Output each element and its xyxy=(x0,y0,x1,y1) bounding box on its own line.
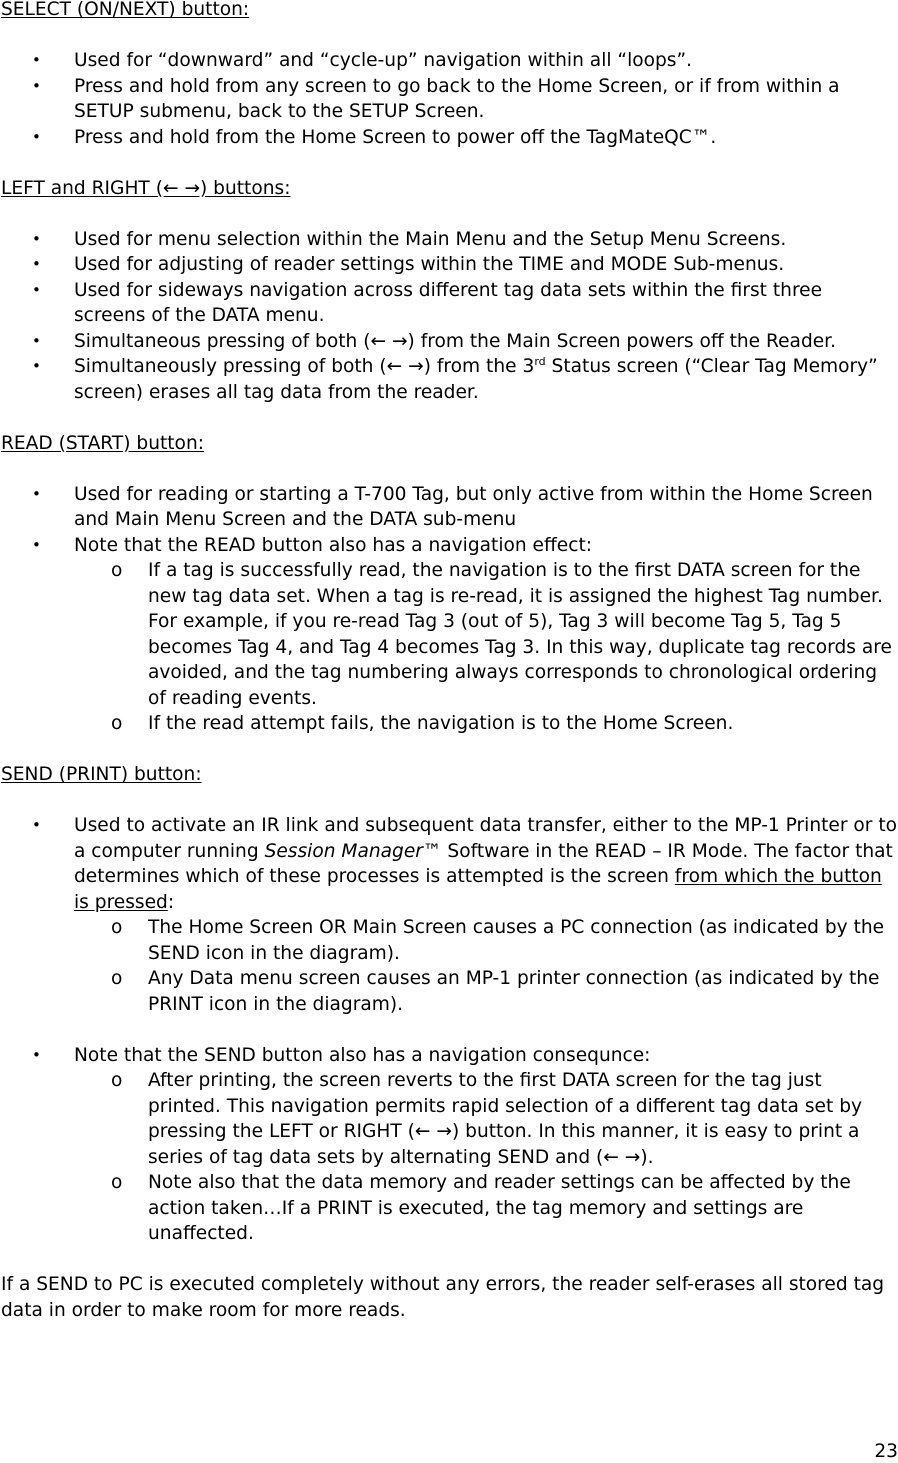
document-page xyxy=(1,0,898,1323)
bullet-icon: • xyxy=(32,255,41,273)
send-sub-list-1 xyxy=(74,915,898,1017)
sub-list-item: o If a tag is successfully read, the navigation is to the first DATA screen for the new tag data set. When a tag is re-read, it is assigned the highest Tag number. For example, if you re-read Tag 3 (out of 5), Tag 3 will become Tag 5, Tag 5 becomes Tag 4, and Tag 4 becomes Tag 3. In this way, duplicate tag records are avoided, and the tag numbering always corresponds to chronological ordering of reading events. xyxy=(111,560,892,709)
bullet-icon: • xyxy=(32,484,41,503)
bullet-icon: • xyxy=(32,127,41,146)
list-item: • Used for reading or starting a T-700 Tag, but only active from within the Home Screen and Main Menu Screen and the DATA sub-menu xyxy=(32,483,873,530)
send-bullet-list xyxy=(1,813,898,1247)
bullet-icon: • xyxy=(32,331,41,350)
sub-list-item: o Note also that the data memory and reader settings can be affected by the action taken…If a PRINT is executed, the tag memory and settings are unaffected. xyxy=(111,1172,851,1244)
list-item: • Press and hold from the Home Screen to power off the TagMateQC™. xyxy=(1,125,898,151)
bullet-icon: • xyxy=(32,51,41,69)
list-item: • Simultaneous pressing of both (← →) from the Main Screen powers off the Reader. xyxy=(1,329,898,355)
section-heading-select: SELECT (ON/NEXT) button: xyxy=(1,0,250,20)
sub-bullet-icon: o xyxy=(111,560,123,581)
bullet-icon: • xyxy=(32,76,41,95)
sub-bullet-icon: o xyxy=(111,917,123,938)
bullet-icon: • xyxy=(32,357,41,375)
list-item: • Press and hold from any screen to go back to the Home Screen, or if from within a SETUP submenu, back to the SETUP Screen. xyxy=(32,75,840,122)
select-bullet-list xyxy=(1,48,898,150)
bullet-icon: • xyxy=(32,535,41,554)
list-item: • Note that the SEND button also has a navigation consequnce: o After printing, the screen reverts to the first DATA screen for the tag just printed. This navigation permits rapid selection of a different tag data set by pressing the LEFT or RIGHT (← →) button. In this manner, it is easy to print a series of tag data sets by alternating SEND and (← →). o Note also that the data memory and reader settings can be affected by the action taken…If a PRINT is executed, the tag memory and settings are unaffected. xyxy=(1,1043,898,1247)
read-bullet-list xyxy=(1,482,898,737)
list-item: • Used for menu selection within the Main Menu and the Setup Menu Screens. xyxy=(1,227,898,253)
bullet-icon: • xyxy=(32,280,41,299)
section-heading-send: SEND (PRINT) button: xyxy=(1,764,202,785)
list-item: • Used to activate an IR link and subsequent data transfer, either to the MP-1 Printer or to a computer running Session Manager™ Software in the READ – IR Mode. The factor that determines which of these processes is attempted is the screen from which the button is pressed: o The Home Screen OR Main Screen causes a PC connection (as indicated by the SEND icon in the diagram). o Any Data menu screen causes an MP-1 printer connection (as indicated by the PRINT icon in the diagram). xyxy=(1,813,898,1043)
section-heading-left-right: LEFT and RIGHT (← →) buttons: xyxy=(1,177,291,199)
sub-list-item: o If the read attempt fails, the navigation is to the Home Screen. xyxy=(73,711,898,737)
sub-list-item: o Any Data menu screen causes an MP-1 printer connection (as indicated by the PRINT icon in the diagram). xyxy=(111,968,880,1015)
sub-bullet-icon: o xyxy=(111,968,123,989)
list-item: • Note that the READ button also has a navigation effect: o If a tag is successfully read, the navigation is to the first DATA screen for the new tag data set. When a tag is re-read, it is assigned the highest Tag number. For example, if you re-read Tag 3 (out of 5), Tag 3 will become Tag 5, Tag 5 becomes Tag 4, and Tag 4 becomes Tag 3. In this way, duplicate tag records are avoided, and the tag numbering always corresponds to chronological ordering of reading events. o If the read attempt fails, the navigation is to the Home Screen. xyxy=(1,533,898,737)
send-sub-list-2 xyxy=(74,1068,898,1247)
closing-paragraph: If a SEND to PC is executed completely without any errors, the reader self-erases all stored tag data in order to make room for more reads. xyxy=(1,1274,885,1321)
left-right-bullet-list xyxy=(1,227,898,406)
bullet-icon: • xyxy=(32,229,41,248)
sub-list-item: o After printing, the screen reverts to the first DATA screen for the tag just printed. This navigation permits rapid selection of a different tag data set by pressing the LEFT or RIGHT (← →) button. In this manner, it is easy to print a series of tag data sets by alternating SEND and (← →). xyxy=(111,1070,862,1168)
list-item: • Used for adjusting of reader settings within the TIME and MODE Sub-menus. xyxy=(1,252,898,278)
page-number: 23 xyxy=(874,1441,898,1462)
sub-bullet-icon: o xyxy=(111,1172,123,1193)
bullet-icon: • xyxy=(32,816,41,834)
read-sub-list xyxy=(74,558,898,737)
sub-list-item: o The Home Screen OR Main Screen causes a PC connection (as indicated by the SEND icon in the diagram). xyxy=(111,917,885,964)
list-item: • Used for sideways navigation across different tag data sets within the first three screens of the DATA menu. xyxy=(32,279,823,326)
list-item: • Used for “downward” and “cycle-up” navigation within all “loops”. xyxy=(1,48,898,74)
sub-bullet-icon: o xyxy=(111,1070,123,1091)
list-item: • Simultaneously pressing of both (← →) from the 3rd Status screen (“Clear Tag Memory” screen) erases all tag data from the reader. xyxy=(32,355,878,403)
section-heading-read: READ (START) button: xyxy=(1,432,204,454)
bullet-icon: • xyxy=(32,1045,41,1064)
sub-bullet-icon: o xyxy=(111,713,123,734)
